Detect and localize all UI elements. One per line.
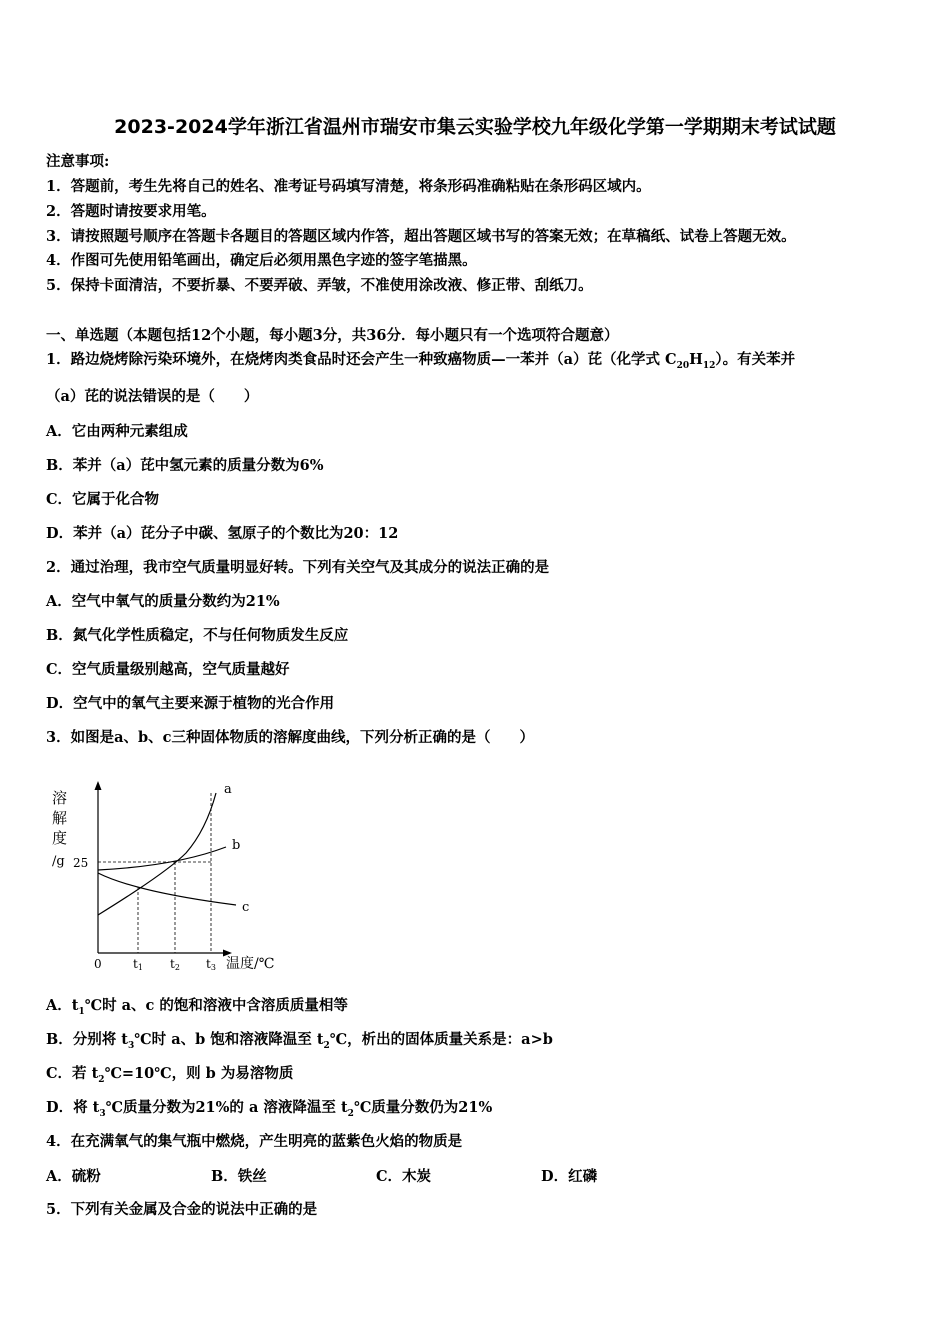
q1-option-a: A．它由两种元素组成 [46,423,188,440]
q2-stem: 2．通过治理，我市空气质量明显好转。下列有关空气及其成分的说法正确的是 [46,559,550,576]
q1-option-d: D．苯并（a）芘分子中碳、氢原子的个数比为20：12 [46,525,399,542]
q3-option-b: B．分别将 $t_3℃$时 a、b 饱和溶液降温至 $t_2℃$，析出的固体质量关系是：a>b [46,1031,553,1051]
q2-option-a: A．空气中氧气的质量分数约为21% [46,593,280,610]
notice-item-2: 2．答题时请按要求用笔。 [46,203,216,220]
notice-item-4: 4．作图可先使用铅笔画出，确定后必须用黑色字迹的签字笔描黑。 [46,252,477,269]
series-label-b: b [232,838,241,853]
q2-option-c: C．空气质量级别越高，空气质量越好 [46,661,290,678]
ylabel-char-1: 溶 [52,789,68,807]
y-axis-arrow [95,781,102,790]
solubility-chart [46,775,306,970]
q4-option-b: B．铁丝 [211,1168,267,1185]
q1-option-c: C．它属于化合物 [46,491,160,508]
notice-item-1: 1．答题前，考生先将自己的姓名、准考证号码填写清楚，将条形码准确粘贴在条形码区域内。 [46,178,651,195]
q1-option-b: B．苯并（a）芘中氢元素的质量分数为6% [46,457,324,474]
x-tick-t3: t3 [206,957,216,970]
q2-option-d: D．空气中的氧气主要来源于植物的光合作用 [46,695,335,712]
q4-option-d: D．红磷 [541,1168,598,1185]
q2-option-b: B．氮气化学性质稳定，不与任何物质发生反应 [46,627,349,644]
x-origin: 0 [94,957,102,970]
q3-stem: 3．如图是a、b、c三种固体物质的溶解度曲线，下列分析正确的是（ ） [46,729,534,746]
curve-c [98,873,236,905]
y-tick-25: 25 [73,856,89,870]
q4-option-a: A．硫粉 [46,1168,101,1185]
notice-heading: 注意事项: [46,153,110,170]
notice-item-5: 5．保持卡面清洁，不要折暴、不要弄破、弄皱，不准使用涂改液、修正带、刮纸刀。 [46,277,593,294]
q3-option-a: A．$t_1℃$时 a、c 的饱和溶液中含溶质质量相等 [46,997,348,1017]
q5-stem: 5．下列有关金属及合金的说法中正确的是 [46,1201,318,1218]
x-axis-label: 温度/℃ [226,956,275,970]
section-heading: 一、单选题（本题包括12个小题，每小题3分，共36分．每小题只有一个选项符合题意） [46,327,619,344]
q3-option-d: D．将 $t_3℃$质量分数为21%的 a 溶液降温至 $t_2℃$质量分数仍为21% [46,1099,493,1119]
x-tick-t2: t2 [170,957,180,970]
series-label-c: c [242,900,250,915]
notice-item-3: 3．请按照题号顺序在答题卡各题目的答题区域内作答，超出答题区域书写的答案无效；在草稿纸、试卷上答题无效。 [46,228,796,245]
x-tick-t1: t1 [133,957,143,970]
q3-option-c: C．若 $t_2℃=10℃$，则 b 为易溶物质 [46,1065,294,1085]
series-label-a: a [224,782,232,797]
q1-stem-cont: （a）芘的说法错误的是（ ） [46,388,259,405]
page-title: 2023-2024学年浙江省温州市瑞安市集云实验学校九年级化学第一学期期末考试试题 [114,116,836,138]
q4-stem: 4．在充满氧气的集气瓶中燃烧，产生明亮的蓝紫色火焰的物质是 [46,1133,463,1150]
curve-b [98,847,226,870]
ylabel-char-4: /g [52,854,65,869]
ylabel-char-2: 解 [52,809,68,827]
q1-stem: 1．路边烧烤除污染环境外，在烧烤肉类食品时还会产生一种致癌物质—一苯并（a）芘（化学式 $C_{20}H_{12}$）。有关苯并 [46,351,796,371]
ylabel-char-3: 度 [52,829,68,847]
curve-a [98,793,216,915]
q4-option-c: C．木炭 [376,1168,432,1185]
